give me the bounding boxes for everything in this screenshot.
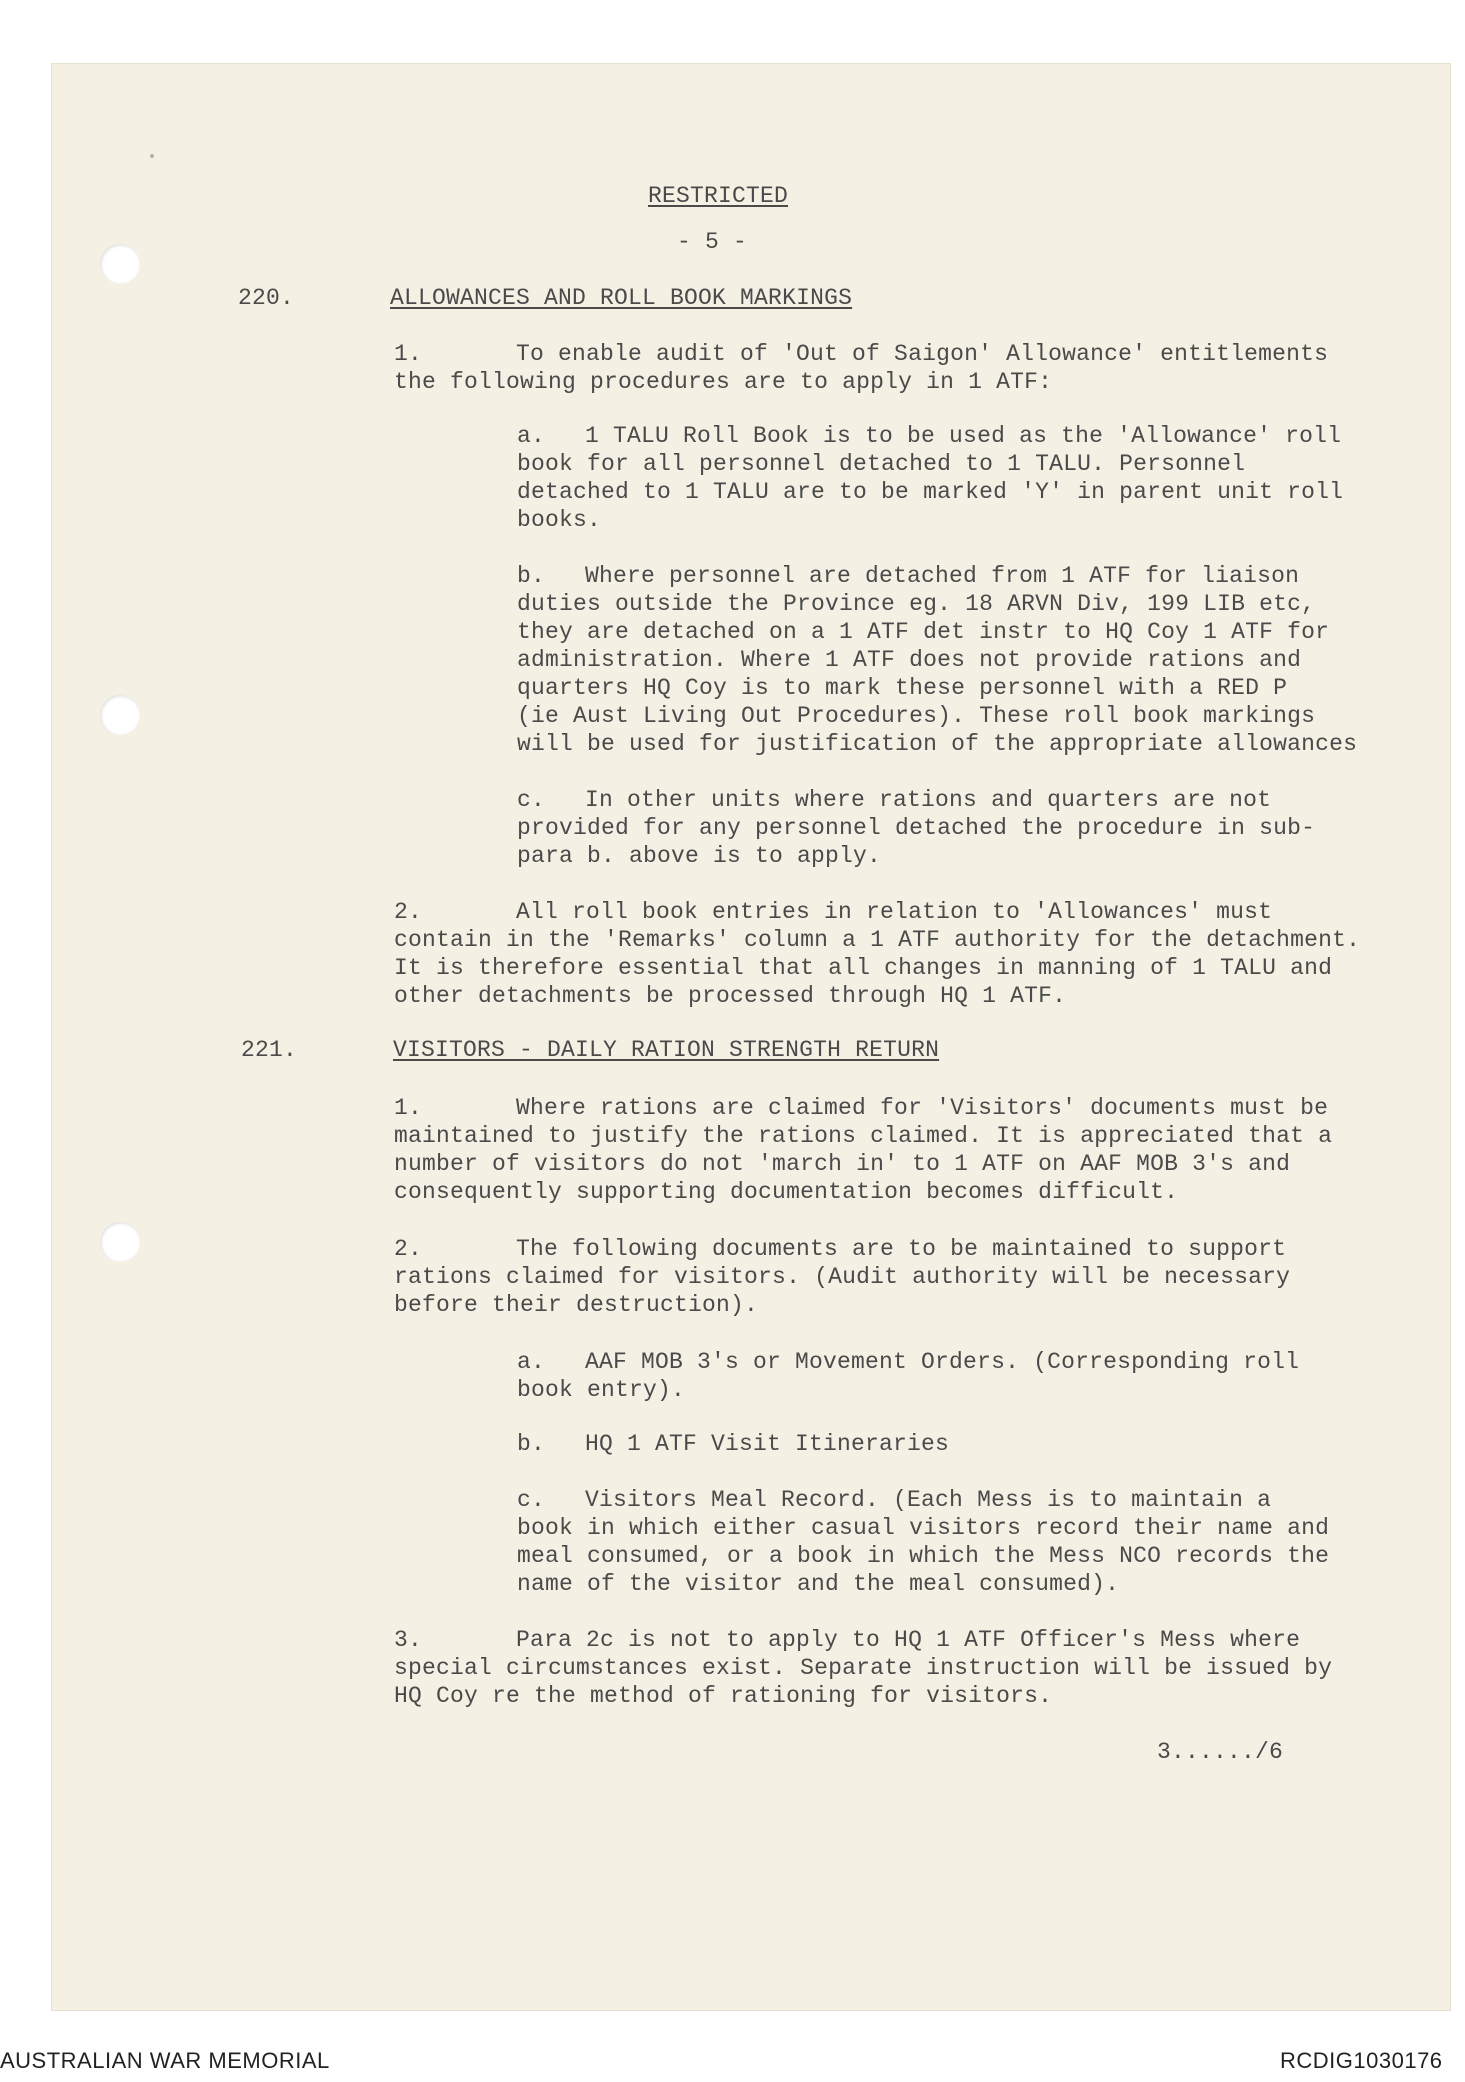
para-text-line: In other units where rations and quarters are not xyxy=(585,787,1272,813)
para-number: 2. xyxy=(394,899,423,925)
para-text-line: number of visitors do not 'march in' to 1 ATF on AAF MOB 3's and xyxy=(394,1151,1291,1177)
para-number: 2. xyxy=(394,1236,423,1262)
para-text-line: The following documents are to be maintained to support xyxy=(516,1236,1287,1262)
para-text-line: Where rations are claimed for 'Visitors' documents must be xyxy=(516,1095,1329,1121)
para-text-line: 1 TALU Roll Book is to be used as the 'Allowance' roll xyxy=(585,423,1342,449)
para-text-line: duties outside the Province eg. 18 ARVN Div, 199 LIB etc, xyxy=(517,591,1316,617)
para-text-line: other detachments be processed through HQ 1 ATF. xyxy=(394,983,1067,1009)
page-number: - 5 - xyxy=(677,229,748,255)
para-text-line: detached to 1 TALU are to be marked 'Y' in parent unit roll xyxy=(517,479,1344,505)
sub-para-label: a. xyxy=(517,1349,546,1375)
archive-label: AUSTRALIAN WAR MEMORIAL xyxy=(0,2048,330,2073)
para-text-line: special circumstances exist. Separate instruction will be issued by xyxy=(394,1655,1333,1681)
para-text-line: Visitors Meal Record. (Each Mess is to maintain a xyxy=(585,1487,1272,1513)
para-text-line: Para 2c is not to apply to HQ 1 ATF Officer's Mess where xyxy=(516,1627,1301,1653)
section-number: 221. xyxy=(241,1037,298,1063)
para-text-line: will be used for justification of the appropriate allowances xyxy=(517,731,1358,757)
sub-para-label: b. xyxy=(517,563,546,589)
section-title: ALLOWANCES AND ROLL BOOK MARKINGS xyxy=(390,285,853,311)
para-text-line: before their destruction). xyxy=(394,1292,759,1318)
classification-heading: RESTRICTED xyxy=(648,183,789,209)
punch-hole xyxy=(100,695,140,735)
para-text-line: meal consumed, or a book in which the Mess NCO records the xyxy=(517,1543,1330,1569)
sub-para-label: a. xyxy=(517,423,546,449)
sub-para-label: b. xyxy=(517,1431,546,1457)
para-text-line: book in which either casual visitors record their name and xyxy=(517,1515,1330,1541)
para-text-line: the following procedures are to apply in 1 ATF: xyxy=(394,369,1053,395)
para-text-line: provided for any personnel detached the procedure in sub- xyxy=(517,815,1316,841)
para-text-line: book for all personnel detached to 1 TALU. Personnel xyxy=(517,451,1246,477)
para-text-line: rations claimed for visitors. (Audit authority will be necessary xyxy=(394,1264,1291,1290)
para-text-line: It is therefore essential that all changes in manning of 1 TALU and xyxy=(394,955,1333,981)
para-text-line: maintained to justify the rations claimed. It is appreciated that a xyxy=(394,1123,1333,1149)
continuation-marker: 3....../6 xyxy=(1157,1739,1284,1765)
paper-mark xyxy=(150,154,154,158)
para-text-line: contain in the 'Remarks' column a 1 ATF authority for the detachment. xyxy=(394,927,1361,953)
para-text-line: HQ Coy re the method of rationing for visitors. xyxy=(394,1683,1053,1709)
sub-para-label: c. xyxy=(517,1487,546,1513)
para-text-line: Where personnel are detached from 1 ATF for liaison xyxy=(585,563,1300,589)
para-text-line: AAF MOB 3's or Movement Orders. (Corresponding roll xyxy=(585,1349,1300,1375)
para-text-line: All roll book entries in relation to 'Allowances' must xyxy=(516,899,1273,925)
para-text-line: name of the visitor and the meal consumed). xyxy=(517,1571,1120,1597)
punch-hole xyxy=(100,1222,140,1262)
para-number: 3. xyxy=(394,1627,423,1653)
para-number: 1. xyxy=(394,341,423,367)
para-text-line: books. xyxy=(517,507,602,533)
para-text-line: To enable audit of 'Out of Saigon' Allowance' entitlements xyxy=(516,341,1329,367)
para-text-line: book entry). xyxy=(517,1377,686,1403)
para-text-line: (ie Aust Living Out Procedures). These roll book markings xyxy=(517,703,1316,729)
para-text-line: they are detached on a 1 ATF det instr to HQ Coy 1 ATF for xyxy=(517,619,1330,645)
para-text-line: administration. Where 1 ATF does not provide rations and xyxy=(517,647,1302,673)
sub-para-label: c. xyxy=(517,787,546,813)
para-number: 1. xyxy=(394,1095,423,1121)
section-title: VISITORS - DAILY RATION STRENGTH RETURN xyxy=(393,1037,940,1063)
punch-hole xyxy=(100,244,140,284)
para-text-line: HQ 1 ATF Visit Itineraries xyxy=(585,1431,950,1457)
section-number: 220. xyxy=(238,285,295,311)
archive-id: RCDIG1030176 xyxy=(1280,2048,1443,2073)
para-text-line: quarters HQ Coy is to mark these personnel with a RED P xyxy=(517,675,1288,701)
para-text-line: consequently supporting documentation becomes difficult. xyxy=(394,1179,1179,1205)
para-text-line: para b. above is to apply. xyxy=(517,843,882,869)
